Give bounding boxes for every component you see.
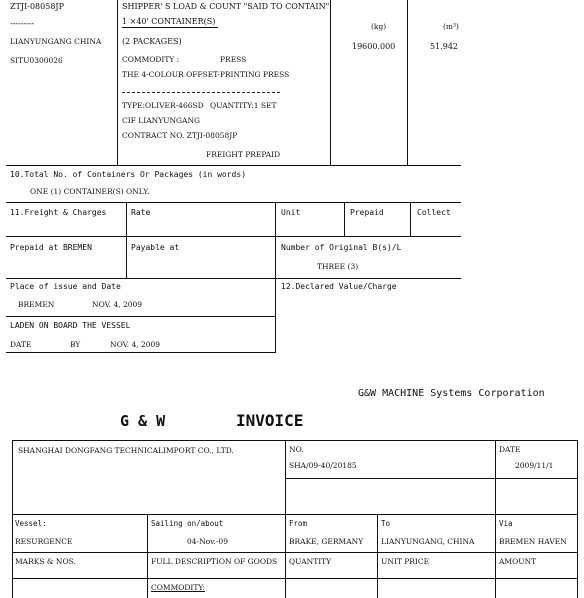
vessel-label: Vessel: [15, 519, 47, 528]
col-divider [275, 202, 276, 352]
unit-label: Unit [281, 208, 301, 217]
row-divider [6, 236, 461, 237]
company-name: G&W MACHINE Systems Corporation [358, 388, 545, 399]
underline [122, 27, 218, 28]
marks-ref: ZTJI-08058JP [10, 2, 65, 11]
invoice-no-value: SHA/09-40/20185 [289, 461, 357, 470]
row-divider [6, 352, 276, 353]
description-header: FULL DESCRIPTION OF GOODS [151, 557, 278, 566]
dashed-divider [122, 92, 280, 93]
desc-line2: 1 ×40' CONTAINER(S) [122, 17, 216, 26]
to-value: LIANYUNGANG, CHINA [381, 537, 475, 546]
originals-label: Number of Original B(s)/L [281, 243, 402, 252]
desc-freight: FREIGHT PREPAID [206, 150, 281, 159]
desc-line1: SHIPPER' S LOAD & COUNT "SAID TO CONTAIN" [122, 2, 330, 11]
desc-commodity-value: PRESS [220, 55, 247, 64]
desc-type: TYPE:OLIVER-466SD [122, 101, 204, 110]
declared-label: 12.Declared Value/Charge [281, 282, 397, 291]
measure-value: 51.942 [430, 42, 458, 51]
via-label: Via [499, 519, 513, 528]
row-divider [12, 552, 578, 553]
col-divider [285, 440, 286, 598]
bl-col-divider [407, 0, 408, 165]
row-divider [6, 202, 461, 203]
col-divider [410, 202, 411, 236]
total-value: ONE (1) CONTAINER(S) ONLY. [30, 187, 150, 196]
via-value: BREMEN HAVEN [499, 537, 567, 546]
weight-unit: (kg) [371, 22, 387, 31]
invoice-logo: G & W [120, 412, 166, 430]
issue-place: BREMEN [18, 300, 55, 309]
measure-unit: (m³) [443, 22, 459, 31]
table-border [12, 440, 578, 441]
col-divider [495, 440, 496, 598]
from-value: BRAKE, GERMANY [289, 537, 364, 546]
col-divider [377, 514, 378, 598]
marks-header: MARKS & NOS. [15, 557, 76, 566]
row-divider [6, 316, 276, 317]
freight-charges-label: 11.Freight & Charges [10, 208, 107, 217]
originals-value: THREE (3) [317, 262, 359, 271]
row-divider [12, 514, 578, 515]
amount-header: AMOUNT [499, 557, 537, 566]
from-label: From [289, 519, 308, 528]
sailing-label: Sailing on/about [151, 519, 224, 528]
to-label: To [381, 519, 391, 528]
invoice-title: INVOICE [236, 411, 304, 430]
buyer-name: SHANGHAI DONGFANG TECHNICALIMPORT CO., LTD. [18, 446, 234, 455]
invoice-date-label: DATE [499, 445, 521, 454]
desc-contract: CONTRACT NO. ZTJI-08058JP [122, 131, 238, 140]
marks-place: LIANYUNGANG CHINA [10, 37, 102, 46]
vessel-value: RESURGENCE [15, 537, 73, 546]
commodity-label: COMMODITY: [151, 583, 205, 592]
desc-line5: THE 4-COLOUR OFFSET-PRINTING PRESS [122, 70, 290, 79]
col-divider [344, 202, 345, 236]
row-divider [6, 165, 461, 166]
col-divider [126, 202, 127, 279]
row-divider [285, 478, 577, 479]
row-divider [6, 278, 461, 279]
laden-by: BY [70, 340, 81, 349]
rate-label: Rate [131, 208, 151, 217]
weight-value: 19600.000 [352, 42, 396, 51]
desc-line3: (2 PACKAGES) [122, 37, 182, 46]
laden-date: NOV. 4, 2009 [110, 340, 161, 349]
marks-container: SITU0300026 [10, 56, 63, 65]
issue-date: NOV. 4, 2009 [92, 300, 143, 309]
bl-col-divider [330, 0, 331, 165]
desc-cif: CIF LIANYUNGANG [122, 116, 201, 125]
unit-price-header: UNIT PRICE [381, 557, 430, 566]
quantity-header: QUANTITY [289, 557, 332, 566]
prepaid-label: Prepaid [350, 208, 384, 217]
laden-date-label: DATE [10, 340, 32, 349]
total-label: 10.Total No. of Containers Or Packages (in words) [10, 170, 247, 179]
row-divider [12, 578, 578, 579]
table-border [577, 440, 578, 598]
marks-dashes: --------- [10, 19, 35, 28]
issue-label: Place of issue and Date [10, 282, 121, 291]
payable-at: Payable at [131, 243, 180, 252]
desc-commodity-label: COMMODITY : [122, 55, 180, 64]
col-divider [147, 514, 148, 598]
desc-quantity: QUANTITY:1 SET [210, 101, 277, 110]
sailing-value: 04-Nov.-09 [187, 537, 228, 546]
prepaid-at: Prepaid at BREMEN [10, 243, 92, 252]
collect-label: Collect [417, 208, 451, 217]
invoice-date-value: 2009/11/1 [515, 461, 554, 470]
table-border [12, 440, 13, 598]
laden-label: LADEN ON BOARD THE VESSEL [10, 321, 131, 330]
invoice-no-label: NO. [289, 445, 304, 454]
bl-col-divider [117, 0, 118, 165]
